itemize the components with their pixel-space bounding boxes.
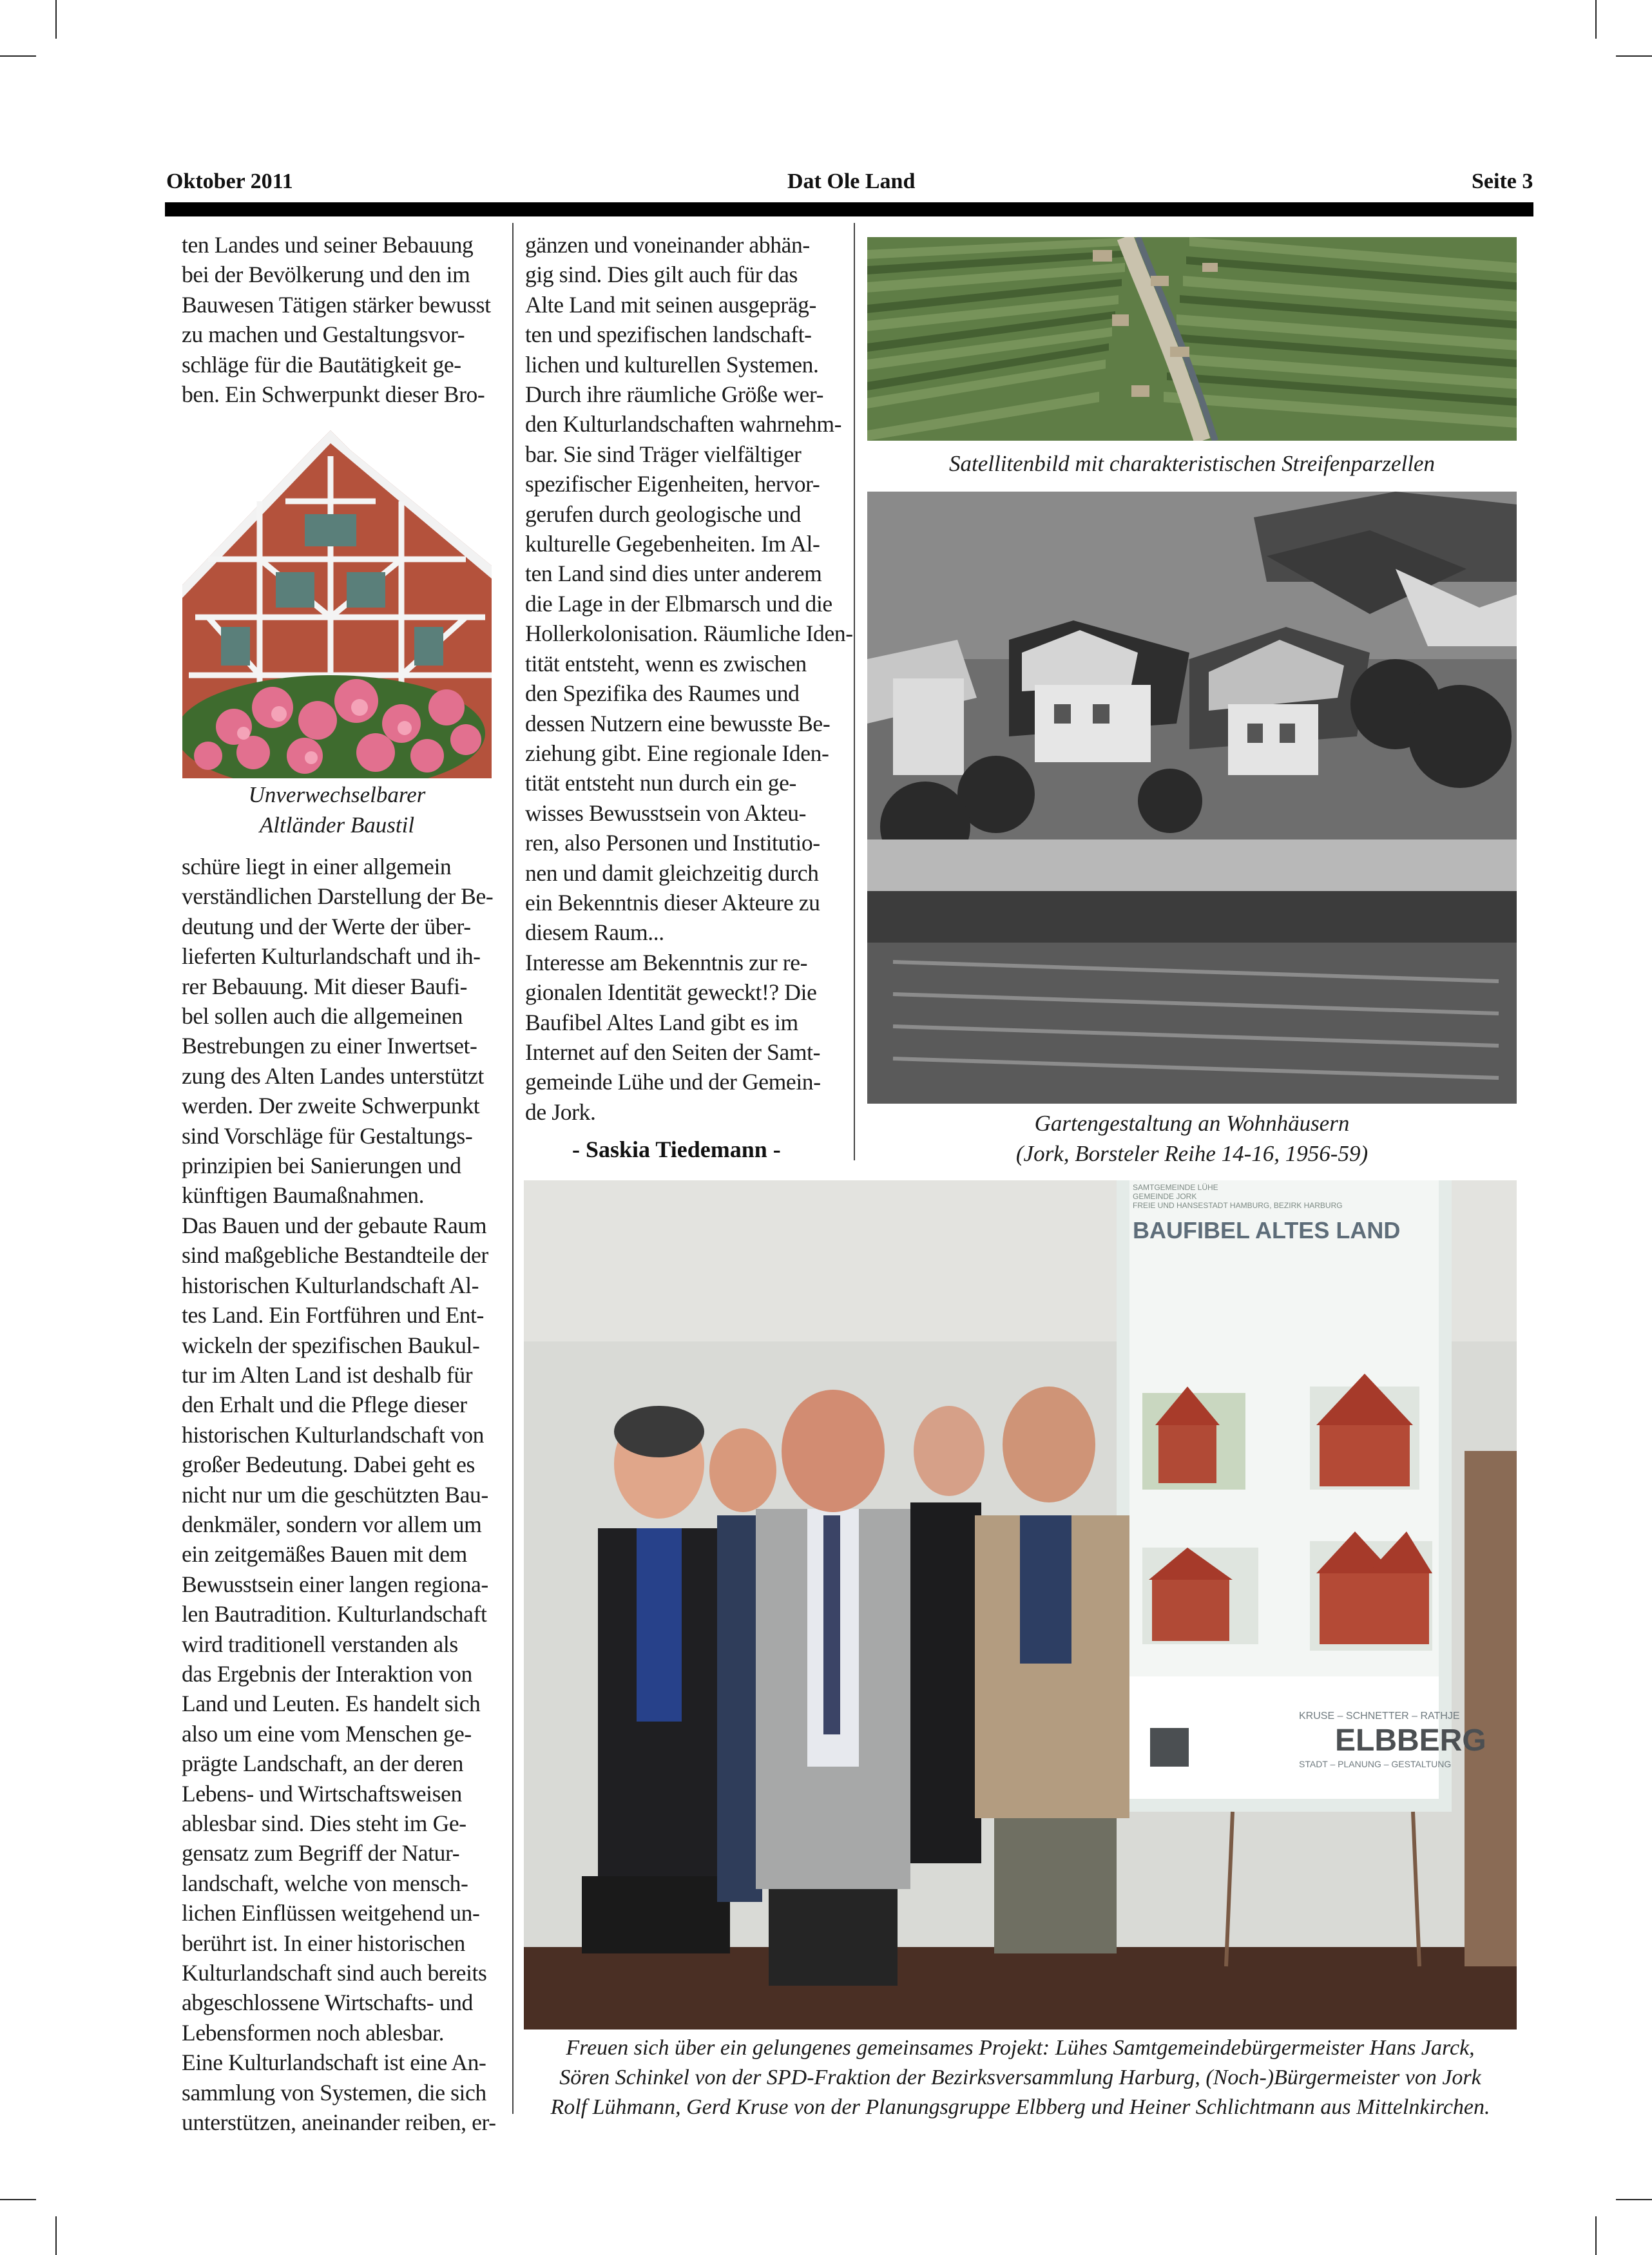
header-rule	[165, 202, 1533, 216]
text-line: Interesse am Bekenntnis zur re-	[525, 949, 808, 975]
text-line: Bewusstsein einer langen regiona-	[182, 1571, 488, 1597]
text-line: sind Vorschläge für Gestaltungs-	[182, 1122, 473, 1149]
text-line: ten Landes und seiner Bebauung	[182, 232, 474, 258]
text-line: Land und Leuten. Es handelt sich	[182, 1691, 481, 1717]
poster-small-line: SAMTGEMEINDE LÜHE	[1133, 1183, 1218, 1192]
garden-aerial-photo	[867, 492, 1517, 1104]
text-line: deutung und der Werte der über-	[182, 913, 471, 939]
text-line: diesem Raum...	[525, 919, 664, 946]
text-line: schüre liegt in einer allgemein	[182, 854, 452, 879]
text-line: de Jork.	[525, 1099, 596, 1125]
crop-mark-bottom-right-v	[1595, 2216, 1597, 2255]
column-1-text-top	[182, 230, 504, 409]
text-line: lichen und kulturellen Systemen.	[525, 351, 819, 378]
text-line: sind maßgebliche Bestandteile der	[182, 1242, 488, 1269]
text-line: den Kulturlandschaften wahrnehm-	[525, 411, 842, 437]
text-line: den Erhalt und die Pflege dieser	[182, 1392, 467, 1418]
text-line: prägte Landschaft, an der deren	[182, 1751, 464, 1777]
text-line: gionalen Identität geweckt!? Die	[525, 979, 817, 1006]
text-line: spezifischer Eigenheiten, hervor-	[525, 471, 820, 497]
column-separator-2	[854, 223, 855, 1160]
crop-mark-top-left-h	[0, 55, 36, 57]
column-1-text-bottom	[182, 852, 504, 2137]
text-line: das Ergebnis der Interaktion von	[182, 1660, 472, 1687]
text-line: kulturelle Gegebenheiten. Im Al-	[525, 531, 820, 557]
text-line: landschaft, welche von mensch-	[182, 1870, 468, 1896]
crop-mark-top-left-v	[55, 0, 57, 39]
text-line: tität entsteht nun durch ein ge-	[525, 770, 796, 796]
text-line: gensatz zum Begriff der Natur-	[182, 1840, 460, 1866]
text-line: tes Land. Ein Fortführen und Ent-	[182, 1302, 484, 1329]
text-line: gig sind. Dies gilt auch für das	[525, 262, 798, 288]
text-line: prinzipien bei Sanierungen und	[182, 1153, 461, 1179]
text-line: nicht nur um die geschützten Bau-	[182, 1481, 488, 1508]
text-line: ben. Ein Schwerpunkt dieser Bro-	[182, 381, 485, 408]
text-line: ren, also Personen und Institutio-	[525, 830, 820, 856]
text-line: historischen Kulturlandschaft Al-	[182, 1272, 479, 1298]
text-line: unterstützen, aneinander reiben, er-	[182, 2109, 496, 2136]
text-line: Eine Kulturlandschaft ist eine An-	[182, 2049, 486, 2076]
caption-line: Unverwechselbarer	[248, 782, 426, 807]
text-line: Baufibel Altes Land gibt es im	[525, 1009, 798, 1035]
text-line: wird traditionell verstanden als	[182, 1631, 458, 1657]
text-line: denkmäler, sondern vor allem um	[182, 1511, 482, 1537]
text-line: Kulturlandschaft sind auch bereits	[182, 1960, 487, 1986]
text-line: lieferten Kulturlandschaft und ih-	[182, 943, 481, 970]
text-line: tität entsteht, wenn es zwischen	[525, 650, 807, 676]
text-line: ein Bekenntnis dieser Akteure zu	[525, 889, 820, 916]
poster-small-line: GEMEINDE JORK	[1133, 1192, 1197, 1201]
text-line: Bestrebungen zu einer Inwertset-	[182, 1033, 477, 1059]
crop-mark-bottom-left-v	[55, 2216, 57, 2255]
text-line: Lebens- und Wirtschaftsweisen	[182, 1780, 462, 1807]
poster-small-line: FREIE UND HANSESTADT HAMBURG, BEZIRK HARBURG	[1133, 1201, 1343, 1210]
text-line: ablesbar sind. Dies steht im Ge-	[182, 1810, 466, 1836]
text-line: len Bautradition. Kulturlandschaft	[182, 1601, 487, 1627]
text-line: zung des Alten Landes unterstützt	[182, 1062, 484, 1089]
caption-line: Rolf Lühmann, Gerd Kruse von der Planungsgruppe Elbberg und Heiner Schlichtmann aus Mittelnkirchen.	[550, 2095, 1490, 2119]
text-line: wisses Bewusstsein von Akteu-	[525, 800, 807, 826]
caption-line: Sören Schinkel von der SPD-Fraktion der Bezirksversammlung Harburg, (Noch-)Bürgermeister von Jork	[559, 2066, 1481, 2089]
satellite-photo-caption: Satellitenbild mit charakteristischen Streifenparzellen	[949, 451, 1435, 476]
text-line: gänzen und voneinander abhän-	[525, 232, 810, 258]
header-date: Oktober 2011	[166, 169, 293, 193]
house-photo-caption	[182, 780, 492, 840]
text-line: künftigen Baumaßnahmen.	[182, 1182, 425, 1209]
text-line: Durch ihre räumliche Größe wer-	[525, 381, 824, 408]
text-line: ten und spezifischen landschaft-	[525, 321, 812, 348]
text-line: Hollerkolonisation. Räumliche Iden-	[525, 620, 853, 647]
text-line: den Spezifika des Raumes und	[525, 680, 800, 707]
crop-mark-bottom-left-h	[0, 2199, 36, 2200]
column-separator-1	[512, 223, 514, 2114]
text-line: Bauwesen Tätigen stärker bewusst	[182, 291, 491, 318]
text-line: Das Bauen und der gebaute Raum	[182, 1212, 487, 1238]
text-line: großer Bedeutung. Dabei geht es	[182, 1452, 475, 1478]
text-line: schläge für die Bautätigkeit ge-	[182, 351, 461, 378]
text-line: dessen Nutzern eine bewusste Be-	[525, 710, 831, 736]
text-line: lichen Einflüssen weitgehend un-	[182, 1900, 480, 1926]
text-line: ein zeitgemäßes Bauen mit dem	[182, 1541, 467, 1568]
header-page-number: Seite 3	[1472, 169, 1533, 193]
text-line: zu machen und Gestaltungsvor-	[182, 321, 465, 348]
article-author: - Saskia Tiedemann -	[572, 1137, 781, 1162]
text-line: tur im Alten Land ist deshalb für	[182, 1361, 473, 1388]
text-line: bar. Sie sind Träger vielfältiger	[525, 441, 802, 467]
text-line: historischen Kulturlandschaft von	[182, 1421, 484, 1448]
group-photo-caption	[524, 2033, 1517, 2122]
half-timbered-house-photo	[182, 430, 492, 778]
text-line: Lebensformen noch ablesbar.	[182, 2019, 445, 2046]
caption-line: Altländer Baustil	[259, 812, 415, 838]
crop-mark-top-right-v	[1595, 0, 1597, 39]
poster-small-lines	[1133, 1183, 1378, 1210]
text-line: bel sollen auch die allgemeinen	[182, 1003, 463, 1030]
text-line: ten Land sind dies unter anderem	[525, 561, 822, 587]
crop-mark-top-right-h	[1616, 55, 1652, 57]
text-line: berührt ist. In einer historischen	[182, 1930, 465, 1956]
caption-line: (Jork, Borsteler Reihe 14-16, 1956-59)	[1015, 1141, 1369, 1166]
text-line: gerufen durch geologische und	[525, 501, 802, 527]
poster-brand: ELBBERG	[1335, 1723, 1486, 1758]
text-line: werden. Der zweite Schwerpunkt	[182, 1093, 480, 1119]
header-publication: Dat Ole Land	[787, 169, 916, 193]
text-line: verständlichen Darstellung der Be-	[182, 883, 494, 910]
text-line: sammlung von Systemen, die sich	[182, 2079, 486, 2106]
caption-line: Freuen sich über ein gelungenes gemeinsames Projekt: Lühes Samtgemeindebürgermeister Hans Jarck,	[566, 2036, 1475, 2060]
garden-photo-caption	[867, 1108, 1517, 1169]
column-2-text	[525, 230, 853, 1127]
text-line: rer Bebauung. Mit dieser Baufi-	[182, 973, 468, 999]
text-line: wickeln der spezifischen Baukul-	[182, 1332, 480, 1358]
text-line: die Lage in der Elbmarsch und die	[525, 590, 832, 617]
text-line: bei der Bevölkerung und den im	[182, 262, 470, 288]
satellite-photo	[867, 237, 1517, 441]
caption-line: Gartengestaltung an Wohnhäusern	[1034, 1111, 1350, 1136]
poster-footer-top: KRUSE – SCHNETTER – RATHJE	[1299, 1711, 1460, 1722]
text-line: Internet auf den Seiten der Samt-	[525, 1039, 821, 1065]
crop-mark-bottom-right-h	[1616, 2199, 1652, 2200]
poster-footer-bottom: STADT – PLANUNG – GESTALTUNG	[1299, 1759, 1452, 1769]
text-line: ziehung gibt. Eine regionale Iden-	[525, 740, 829, 766]
text-line: nen und damit gleichzeitig durch	[525, 859, 819, 886]
text-line: Alte Land mit seinen ausgepräg-	[525, 291, 816, 318]
text-line: abgeschlossene Wirtschafts- und	[182, 1990, 473, 2016]
group-photo	[524, 1180, 1517, 2029]
text-line: gemeinde Lühe und der Gemein-	[525, 1069, 821, 1095]
poster-title: BAUFIBEL ALTES LAND	[1133, 1217, 1401, 1243]
text-line: also um eine vom Menschen ge-	[182, 1720, 472, 1747]
